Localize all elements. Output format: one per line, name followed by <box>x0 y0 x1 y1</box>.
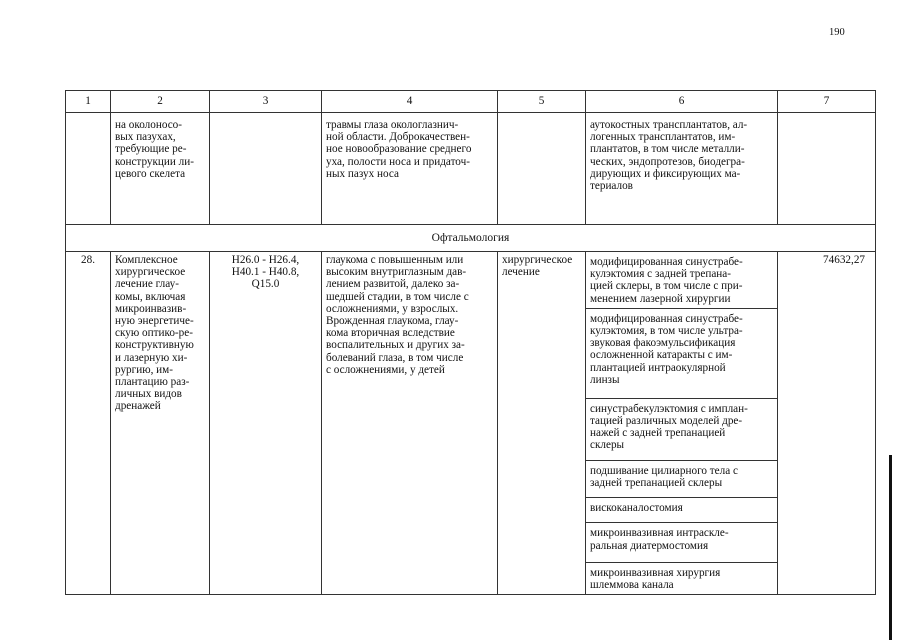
text-line: лечение глау- <box>115 278 179 291</box>
text-line: аутокостных трансплантатов, ал- <box>590 119 748 131</box>
text-line: линзы <box>590 373 620 386</box>
column-number-row <box>66 91 876 113</box>
column-number: 2 <box>111 91 210 113</box>
scan-edge-line <box>889 455 892 640</box>
text-line: модифицированная синустрабе- <box>590 312 743 325</box>
text-line: модифицированная синустрабе- <box>590 256 743 268</box>
method-item <box>586 563 777 594</box>
text-line: синустрабекулэктомия с имплан- <box>590 402 748 415</box>
cont-codes-cell <box>210 113 322 225</box>
text-line: микроинвазивная интраскле- <box>590 527 729 540</box>
column-number: 7 <box>778 91 876 113</box>
text-line: конструктивную <box>115 339 194 352</box>
text-line: ную энергетиче- <box>115 315 194 328</box>
column-number: 6 <box>586 91 778 113</box>
method-item <box>586 523 777 562</box>
text-line: рургию, им- <box>115 363 173 376</box>
text-line: плантацией интраокулярной <box>590 361 726 374</box>
cont-cost-cell <box>778 113 876 225</box>
text-line: логенных трансплантатов, им- <box>590 131 736 144</box>
text-line: лечение <box>502 266 540 279</box>
text-line: скую оптико-ре- <box>115 327 193 340</box>
text-line: Комплексное <box>115 254 178 266</box>
column-number: 4 <box>322 91 498 113</box>
text-line: хирургическое <box>502 254 573 266</box>
cont-number-cell <box>66 113 111 225</box>
column-number: 1 <box>66 91 111 113</box>
text-line: глаукома с повышенным или <box>326 254 464 266</box>
text-line: териалов <box>590 180 633 193</box>
text-line: личных видов <box>115 388 182 401</box>
continuation-row <box>66 113 876 225</box>
text-line: лением развитой, далеко за- <box>326 278 460 291</box>
text-line: дренажей <box>115 400 161 413</box>
method-item <box>586 461 777 498</box>
treatment-cell <box>498 252 586 595</box>
text-line: шлеммова канала <box>590 578 674 591</box>
text-line: Врожденная глаукома, глау- <box>326 315 459 328</box>
text-line: цией склеры, в том числе с при- <box>590 280 743 293</box>
text-line: болеваний глаза, в том числе <box>326 351 464 364</box>
text-line: H26.0 - H26.4, <box>231 254 300 266</box>
text-line: кулэктомия, в том числе ультра- <box>590 325 743 338</box>
text-line: осложнениями, у взрослых. <box>326 302 459 315</box>
method-item <box>586 498 777 524</box>
cont-description-cell <box>111 113 210 225</box>
text-line: ческих, эндопротезов, биодегра- <box>590 155 745 168</box>
table-row <box>66 252 876 595</box>
text-line: хирургическое <box>115 266 186 279</box>
text-line: плантацию раз- <box>115 376 190 389</box>
icd-codes-cell <box>210 252 322 595</box>
text-line: цевого скелета <box>115 167 186 180</box>
section-row <box>66 225 876 252</box>
text-line: вых пазухах, <box>115 131 176 144</box>
page-number: 190 <box>829 27 845 38</box>
text-line: склеры <box>590 439 625 452</box>
text-line: микроинвазивная хирургия <box>590 566 721 579</box>
text-line: менением лазерной хирургии <box>590 292 731 305</box>
text-line: Q15.0 <box>251 278 280 291</box>
text-line: микроинвазив- <box>115 302 187 315</box>
cont-methods-cell <box>586 113 778 225</box>
text-line: кулэктомия с задней трепана- <box>590 268 731 281</box>
column-number: 5 <box>498 91 586 113</box>
text-line: воспалительных и других за- <box>326 339 465 352</box>
text-line: уха, полости носа и придаточ- <box>326 155 470 168</box>
methods-list <box>586 252 777 594</box>
text-line: на околоносо- <box>115 119 182 131</box>
cont-treatment-cell <box>498 113 586 225</box>
text-line: требующие ре- <box>115 143 187 156</box>
cont-diagnosis-cell <box>322 113 498 225</box>
row-number: 28. <box>66 252 111 595</box>
text-line: и лазерную хи- <box>115 351 188 364</box>
text-line: ной области. Доброкачествен- <box>326 131 470 144</box>
text-line: нажей с задней трепанацией <box>590 427 726 440</box>
text-line: подшивание цилиарного тела с <box>590 464 738 477</box>
text-line: ных пазух носа <box>326 167 399 180</box>
text-line: дирующих и фиксирующих ма- <box>590 167 741 180</box>
method-item <box>586 309 777 399</box>
text-line: задней трепанацией склеры <box>590 476 723 489</box>
text-line: звуковая факоэмульсификация <box>590 337 736 350</box>
method-item <box>586 399 777 461</box>
text-line: вискоканалостомия <box>590 501 683 514</box>
text-line: высоким внутриглазным дав- <box>326 266 467 279</box>
text-line: с осложнениями, у детей <box>326 363 445 376</box>
text-line: тацией различных моделей дре- <box>590 415 743 428</box>
section-title: Офтальмология <box>66 225 876 252</box>
text-line: травмы глаза окологлазнич- <box>326 119 459 131</box>
text-line: шедшей стадии, в том числе с <box>326 290 469 303</box>
method-item <box>586 252 777 309</box>
diagnosis-cell <box>322 252 498 595</box>
methods-cell <box>586 252 778 595</box>
text-line: H40.1 - H40.8, <box>231 266 300 279</box>
text-line: кома вторичная вследствие <box>326 327 455 340</box>
text-line: конструкции ли- <box>115 155 194 168</box>
cost-cell: 74632,27 <box>778 252 876 595</box>
text-line: ральная диатермостомия <box>590 539 709 552</box>
text-line: плантатов, в том числе металли- <box>590 143 745 156</box>
description-cell <box>111 252 210 595</box>
medical-care-table <box>65 90 876 595</box>
text-line: комы, включая <box>115 290 186 303</box>
text-line: осложненной катаракты с им- <box>590 349 733 362</box>
column-number: 3 <box>210 91 322 113</box>
text-line: ное новообразование среднего <box>326 143 472 156</box>
